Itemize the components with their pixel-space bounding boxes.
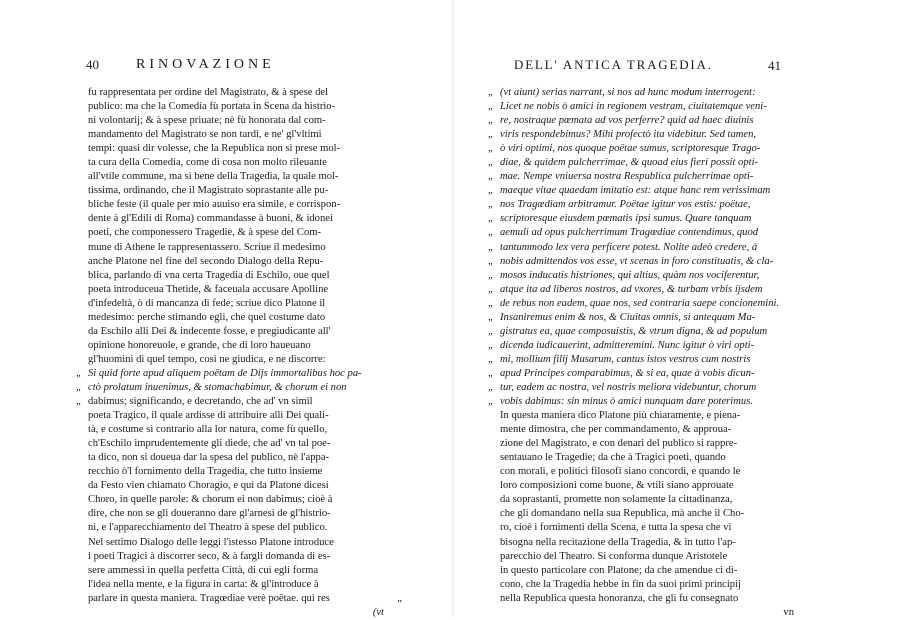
quote-mark: „ (488, 143, 494, 155)
text-line (488, 269, 800, 283)
line-text: blica, parlando di vna certa Tragedia di Eschilo, oue quel (88, 269, 330, 281)
quote-mark: „ (488, 311, 494, 323)
line-text: mandamento del Magistrato se non tardi, e ne' gl'vltimi (88, 129, 322, 141)
text-line (88, 297, 388, 311)
line-text: ni volontarij; & à spese priuate; nè fù honorata dal com- (88, 115, 326, 127)
text-line (88, 311, 388, 325)
text-line (88, 521, 388, 535)
line-text: gl'huomini di quel tempo, così ne giudica, e ne discorre: (88, 353, 326, 365)
text-line (488, 100, 800, 114)
text-line (88, 226, 388, 240)
line-text: gistratus ea, quae composuistis, & vtrum digna, & ad populum (500, 325, 768, 337)
text-line (488, 381, 800, 395)
text-line (500, 409, 800, 423)
text-line (76, 381, 388, 395)
line-text: fu rappresentata per ordine del Magistrato, & à spese del (88, 87, 329, 98)
line-text: (vt aiunt) serias narrant, si nos ad hunc modum interrogent: (500, 87, 756, 98)
line-text: dicenda iudicauerint, admitteremini. Nunc igitur ò viri opti- (500, 339, 755, 351)
quote-mark: „ (76, 367, 82, 379)
text-line (488, 142, 800, 156)
line-text: con morali, e politici filosofi siano concordi, e quando le (500, 466, 741, 478)
quote-mark: „ (488, 227, 494, 239)
line-text: mente dimostra, che per commandamento, & approua- (500, 424, 732, 436)
text-line (88, 255, 388, 269)
line-text: diae, & quidem pulcherrimae, & quoad eius fieri possit opti- (500, 157, 759, 169)
text-line (88, 142, 388, 156)
quote-mark: „ (488, 199, 494, 211)
line-text: parlare in questa maniera. Tragœdiae verè poëtae. qui res (88, 592, 330, 604)
text-line (88, 156, 388, 170)
text-line (488, 339, 800, 353)
line-text: ch'Eschilo imprudentemente gli diede, che ad' vn tal poe- (88, 438, 331, 450)
line-text: Licet ne nobis ò amici in regionem vestram, ciuitatemque veni- (500, 101, 767, 113)
running-head: DELL' ANTICA TRAGEDIA. (514, 57, 713, 72)
line-text: all'vtile commune, ma sì bene della Tragedia, la quale mol- (88, 171, 339, 183)
text-line (76, 367, 388, 381)
text-line (88, 114, 388, 128)
text-line (88, 212, 388, 226)
text-line (488, 128, 800, 142)
text-line (488, 241, 800, 255)
line-text: mi, mollium filij Musarum, cantus istos vestros cum nostris (500, 353, 751, 365)
text-line (88, 451, 388, 465)
line-text: cono, che la Tragedia hebbe in fin da suoi primi principij (500, 578, 741, 590)
quote-mark: „ (488, 115, 494, 127)
text-line (88, 269, 388, 283)
text-line (88, 536, 388, 550)
line-text: In questa maniera dico Platone più chiaramente, e piena- (500, 410, 741, 422)
quote-mark: „ (488, 157, 494, 169)
line-text: de rebus non eadem, quae nos, sed contraria saepe concionemini. (500, 297, 780, 309)
line-text: medesimo: perche stimando egli, che quel costume dato (88, 311, 326, 323)
line-text: tissima, ordinando, che il Magistrato soprastante alle pu- (88, 185, 329, 197)
text-line (488, 255, 800, 269)
line-text: ò viri optimi, nos quoque poëtae sumus, scriptoresque Trago- (500, 143, 761, 155)
line-text: publico: ma che la Comedia fù portata in Scena da histrio- (88, 101, 336, 113)
line-text: apud Principes comparabimus, & si ea, quae à vobis dicun- (500, 367, 755, 379)
line-text: parecchio del Theatro. Si conforma dunque Aristotele (500, 550, 728, 562)
line-text: scriptoresque eiusdem pœmatis ipsi sumus. Quare tanquam (500, 213, 752, 225)
catchword: vn (783, 606, 794, 618)
quote-mark: „ (488, 367, 494, 379)
text-line (88, 100, 388, 114)
line-text: ta dico, non si doueua dar la spesa del publico, nè l'appa- (88, 452, 330, 464)
text-line (88, 241, 388, 255)
line-text: re, nostraque pœmata ad vos perferre? quid ad haec diuinis (500, 115, 754, 127)
text-line (88, 493, 388, 507)
line-text: mae. Nempe vniuersa nostra Respublica pulcherrimae opti- (500, 171, 754, 183)
line-text: recchio ò'l fornimento della Tragedia, che tutto insieme (88, 466, 323, 478)
quote-mark: „ (488, 269, 494, 281)
line-text: da soprastanti, promette non solamente la cittadinanza, (500, 494, 733, 506)
line-text: nella Republica questa honoranza, che gli fu consegnato (500, 592, 739, 604)
text-line (500, 550, 800, 564)
text-line (88, 423, 388, 437)
right-page-body (488, 86, 800, 606)
text-line (488, 395, 800, 409)
left-page-body (76, 86, 402, 606)
line-text: loro composizioni come buone, & vtili siano approuate (500, 480, 734, 492)
text-line (88, 325, 388, 339)
text-line (500, 578, 800, 592)
line-text: dente à gl'Edili di Roma) commandasse à buoni, & idonei (88, 213, 333, 225)
right-page (488, 57, 800, 620)
line-text: i poeti Tragici à discorrer seco, & à fargli domanda di es- (88, 550, 331, 562)
catchword: (vt (372, 606, 384, 618)
text-line (488, 226, 800, 240)
text-line (88, 339, 388, 353)
text-line (500, 564, 800, 578)
line-text: nobis admittendos vos esse, vt scenas in foro constituatis, & cla- (500, 255, 774, 267)
line-text: vobis dabimus: sin minus ò amici nunquam dare poterimus. (500, 396, 753, 408)
line-text: zione del Magistrato, e con denari del publico si rappre- (500, 438, 738, 450)
quote-mark: „ (488, 297, 494, 309)
line-text: dabimus; significando, e decretando, che ad' vn simil (88, 396, 313, 408)
line-text: che gli domandano nella sua Republica, mà anche il Cho- (500, 508, 745, 520)
text-line (88, 550, 388, 564)
line-text: ta cura della Comedia, come di cosa non molto rileuante (88, 157, 327, 169)
line-text: maeque vitae quaedam imitatio est: atque hanc rem verissimam (500, 185, 771, 197)
quote-mark: „ (488, 325, 494, 337)
text-line (88, 507, 388, 521)
line-text: ro, cioè i fornimenti della Scena, e tutta la spesa che vi (500, 522, 732, 534)
text-line (88, 128, 388, 142)
line-text: dire, che non se gli doueranno dare gl'arnesi de gl'histrio- (88, 508, 331, 520)
text-line (88, 353, 388, 367)
text-line (88, 479, 388, 493)
line-text: bliche feste (il quale per mio auuiso era simile, e corrispon- (88, 199, 341, 211)
text-line (488, 114, 800, 128)
text-line (88, 283, 388, 297)
line-text: l'idea nella mente, e la figura in carta: & gl'introduce à (88, 578, 319, 590)
quote-mark: „ (488, 255, 494, 267)
text-line (500, 507, 800, 521)
quote-mark: „ (488, 101, 494, 113)
line-text: Si quid forte apud aliquem poëtam de Dijs immortalibus hoc pa- (88, 367, 362, 379)
text-line (500, 479, 800, 493)
text-line (500, 592, 800, 606)
text-line (88, 437, 388, 451)
line-text: viris respondebimus? Mihi profectò ita videbitur. Sed tamen, (500, 129, 757, 141)
text-line (488, 212, 800, 226)
line-text: mosos inducatis histriones, qui altius, quàm nos vociferentur, (500, 269, 760, 281)
quote-mark: „ (488, 353, 494, 365)
quote-mark: „ (488, 241, 494, 253)
text-line (488, 156, 800, 170)
line-text: Insaniremus enim & nos, & Ciuitas omnis, si antequam Ma- (500, 311, 756, 323)
quote-mark: „ (488, 283, 494, 295)
text-line (88, 86, 388, 100)
line-text: atque ita ad liberos nostros, ad vxores, & turbam vrbis ijsdem (500, 283, 763, 295)
text-line (500, 536, 800, 550)
line-text: Nel settimo Dialogo delle leggi l'istesso Platone introduce (88, 536, 334, 548)
quote-mark: „ (488, 339, 494, 351)
quote-mark: „ (488, 185, 494, 197)
line-text: bisogna nella recitazione della Tragedia, & in tutto l'ap- (500, 536, 736, 548)
line-text: ctò prolatum inuenimus, & stomachabimur, & chorum ei non (88, 381, 347, 393)
line-text: da Eschilo alli Dei & indecente fosse, e pregiudicante all' (88, 325, 331, 337)
left-page-header (88, 58, 388, 76)
line-text: mune di Athene le rappresentassero. Scriue il medesimo (88, 241, 326, 253)
quote-mark: „ (488, 129, 494, 141)
text-line (500, 451, 800, 465)
page-number: 41 (768, 58, 781, 73)
line-text: tur, eadem ac nostra, vel nostris meliora videbuntur, chorum (500, 381, 757, 393)
quote-mark: „ (76, 396, 81, 408)
text-line (88, 170, 388, 184)
text-line (500, 437, 800, 451)
text-line (488, 353, 800, 367)
line-text: d'infedeltà, ò di mancanza di fede; scriue dico Platone il (88, 297, 326, 309)
line-text: anche Platone nel fine del secondo Dialogo della Repu- (88, 255, 324, 267)
text-line (488, 297, 800, 311)
line-text: opinione honoreuole, e grande, che di loro haueuano (88, 339, 311, 351)
line-text: sentauano le Tragedie; da che à Tragici poeti, quando (500, 452, 726, 464)
quote-mark: „ (488, 171, 494, 183)
quote-mark: „ (488, 87, 494, 98)
text-line (88, 184, 388, 198)
line-text: tantummodo lex vera perficere potest. Nolite adeò credere, à (500, 241, 758, 253)
line-text: poeti, che componessero Tragedie, & à spese del Com- (88, 227, 322, 239)
line-text: poeta Tragico, il quale ardisse di attribuire alli Dei quali- (88, 410, 329, 422)
text-line (88, 198, 388, 212)
left-page (76, 57, 402, 620)
line-text: tà, e costume sì contrario alla lor natura, come fù quello, (88, 424, 328, 436)
text-line (76, 395, 388, 409)
text-line (500, 493, 800, 507)
text-line (488, 184, 800, 198)
line-text: poeta introduceua Thetide, & faceuala accusare Apolline (88, 283, 329, 295)
text-line (88, 592, 402, 606)
quote-mark: „ (488, 381, 494, 393)
text-line (488, 325, 800, 339)
quote-mark: „ (397, 592, 402, 604)
text-line (488, 283, 800, 297)
text-line (88, 564, 388, 578)
quote-mark: „ (76, 381, 82, 393)
running-head: RINOVAZIONE (136, 57, 275, 72)
text-line (88, 409, 388, 423)
line-text: sere ammessi in quella perfetta Città, di cui egli forma (88, 564, 319, 576)
line-text: aemuli ad opus pulcherrimum Tragœdiae contendimus, quod (500, 227, 759, 239)
text-line (488, 86, 800, 100)
text-line (88, 578, 388, 592)
text-line (488, 198, 800, 212)
line-text: tempi: quasi dir volesse, che la Republica non si prese mol- (88, 143, 341, 155)
text-line (500, 423, 800, 437)
text-line (500, 521, 800, 535)
text-line (500, 465, 800, 479)
line-text: ni, e l'apparecchiamento del Theatro à spese del publico. (88, 522, 328, 534)
line-text: in questo particolare con Platone; da che amendue ci di- (500, 564, 738, 576)
text-line (88, 465, 388, 479)
quote-mark: „ (488, 396, 494, 408)
line-text: nos Tragœdiam arbitramur. Poëtae igitur vos estis: poëtae, (500, 199, 751, 211)
book-gutter (452, 0, 454, 617)
page-number: 40 (86, 57, 99, 72)
text-line (488, 311, 800, 325)
line-text: Choro, in quelle parole: & chorum ei non dabimus; cioè à (88, 494, 333, 506)
text-line (488, 367, 800, 381)
right-page-header (500, 58, 800, 76)
line-text: da Festo vien chiamato Choragio, e qui da Platone dicesi (88, 480, 329, 492)
quote-mark: „ (488, 213, 494, 225)
text-line (488, 170, 800, 184)
